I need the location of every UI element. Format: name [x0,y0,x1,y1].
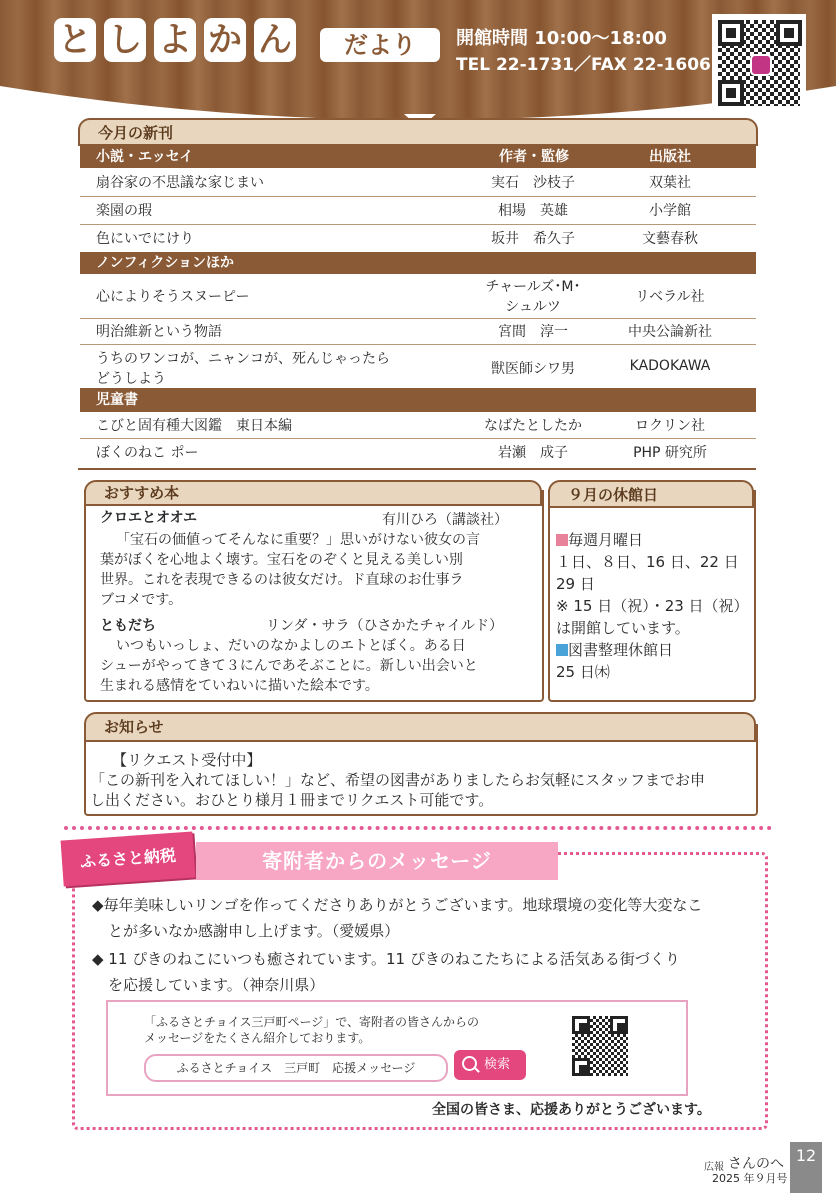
nonfiction-header-row [80,252,756,274]
qr-code-icon[interactable] [568,1012,632,1080]
recommend-book1-text: ブコメです。 [100,592,183,608]
recommend-book1-author: 有川ひろ（講談社） [382,512,508,528]
weekly-closed-label: 毎週月曜日 [568,531,644,549]
recommend-tab: おすすめ本 [84,480,542,506]
opening-hours: 開館時間 10:00〜18:00 [456,28,667,49]
book-title-line2: どうしよう [96,371,166,387]
instagram-icon [750,54,772,76]
recommend-book1-text: 葉がぼくを心地よく壊す。宝石をのぞくと見える美しい別 [100,552,463,568]
book-publisher: KADOKAWA [629,358,711,374]
furusato-heading: 寄附者からのメッセージ [196,842,558,880]
book-publisher: リベラル社 [635,289,705,305]
notice-heading: 【リクエスト受付中】 [112,751,262,769]
book-author: なばたとしたか [484,418,582,434]
book-author: 獣医師シワ男 [491,361,575,377]
book-publisher: 中央公論新社 [628,324,712,340]
recommend-book1-title: クロエとオオエ [100,510,198,526]
arrangement-closed-label: 図書整理休館日 [568,641,674,659]
table-row [80,320,756,345]
book-title: 楽園の瑕 [96,203,152,219]
donor-message: ◆毎年美味しいリンゴを作ってくださりありがとうございます。地球環境の変化等大変なこ [92,896,703,914]
table-row [80,198,756,225]
book-title: こびと固有種大図鑑 東日本編 [96,418,292,434]
book-title-line1: うちのワンコが、ニャンコが、死んじゃったら [96,351,390,367]
publisher-column-header: 出版社 [649,149,691,165]
recommend-book1-text: 「宝石の価値ってそんなに重要？」思いがけない彼女の言 [116,532,480,548]
fiction-header-row [80,146,756,168]
search-input[interactable]: ふるさとチョイス 三戸町 応援メッセージ [144,1054,448,1082]
open-note: ※ 15 日（祝）・23 日（祝） [556,597,749,615]
recommend-book2-title: ともだち [100,618,156,634]
category-label: ノンフィクションほか [96,255,235,271]
arrangement-closed [556,640,673,660]
promo-text: 「ふるさとチョイス三戸町ページ」で、寄附者の皆さんからの [144,1015,480,1029]
open-note: は開館しています。 [556,619,690,637]
table-row [80,170,756,197]
table-row [80,274,756,319]
section-divider [64,826,772,830]
category-label: 小説・エッセイ [96,149,194,165]
blue-square-icon [556,644,568,656]
book-author-line1: チャールズ･M･ [485,279,581,295]
issue-date: 2025 年９月号 [712,1172,788,1185]
closed-dates: １日、８日、16 日、22 日 [556,553,739,571]
book-publisher: 双葉社 [649,175,691,191]
thanks-message: 全国の皆さま、応援ありがとうございます。 [432,1102,711,1118]
table-row [80,414,756,439]
book-author: 相場 英雄 [498,203,568,219]
book-author: 実石 沙枝子 [491,175,575,191]
closed-days-tab: ９月の休館日 [548,480,754,508]
notice-tab: お知らせ [84,712,756,742]
donor-message: を応援しています。（神奈川県） [108,976,325,994]
closed-dates: 29 日 [556,575,595,593]
weekly-closed [556,530,643,550]
title-char: と [54,18,96,62]
table-row [80,226,756,252]
furusato-promo-box [106,1000,688,1096]
title-subtitle: だより [320,28,440,62]
furusato-badge: ふるさと納税 [61,831,196,886]
book-title: 色にいでにけり [96,231,194,247]
recommend-book2-author: リンダ・サラ（ひさかたチャイルド） [266,618,504,634]
book-publisher: ロクリン社 [635,418,705,434]
table-row [80,440,756,466]
book-title: ぼくのねこ ポー [96,445,199,461]
pink-square-icon [556,534,568,546]
notice-text: し出ください。おひとり様月１冊までリクエスト可能です。 [90,791,494,809]
contact-phone-fax: TEL 22-1731／FAX 22-1606 [456,55,711,75]
page-number: 12 [790,1142,822,1193]
search-button-label: 検索 [484,1057,511,1072]
recommend-book2-text: いつもいっしょ、だいのなかよしのエトとぼく。ある日 [116,638,466,654]
book-author-line2: シュルツ [505,299,561,315]
publication-label: 広報 [704,1162,724,1173]
recommend-book1-text: 世界。これを表現できるのは彼女だけ。ド直球のお仕事ラ [100,572,464,588]
title-char: し [104,18,146,62]
donor-message: とが多いなか感謝申し上げます。（愛媛県） [108,922,400,940]
qr-code-icon[interactable] [712,14,806,112]
donor-message: ◆ 11 ぴきのねこにいつも癒されています。11 ぴきのねこたちによる活気ある街づくり [92,950,680,968]
search-icon [462,1056,477,1071]
book-author: 宮間 淳一 [498,324,568,340]
arrangement-date: 25 日㈭ [556,663,610,681]
new-books-tab: 今月の新刊 [78,118,758,146]
category-label: 児童書 [96,392,138,408]
title-char: か [204,18,246,62]
book-publisher: 文藝春秋 [642,231,698,247]
book-publisher: PHP 研究所 [633,445,707,461]
search-button[interactable] [454,1050,526,1080]
book-title: 扇谷家の不思議な家じまい [96,175,264,191]
title-char: よ [154,18,196,62]
title-char: ん [254,18,296,62]
notice-text: 「この新刊を入れてほしい！」など、希望の図書がありましたらお気軽にスタッフまでお申 [90,771,706,789]
book-title: 明治維新という物語 [96,324,222,340]
children-header-row [80,388,756,412]
author-column-header: 作者・監修 [499,149,569,165]
table-row [80,346,756,388]
publication-name: さんのへ [728,1156,784,1172]
book-author: 坂井 希久子 [491,231,575,247]
book-author: 岩瀬 成子 [498,445,568,461]
book-publisher: 小学館 [649,203,691,219]
recommend-book2-text: 生まれる感情をていねいに描いた絵本です。 [100,678,379,694]
book-title: 心によりそうスヌーピー [96,289,250,305]
recommend-book2-text: シューがやってきて３にんであそぶことに。新しい出会いと [100,658,478,674]
promo-text: メッセージをたくさん紹介しております。 [144,1031,371,1045]
